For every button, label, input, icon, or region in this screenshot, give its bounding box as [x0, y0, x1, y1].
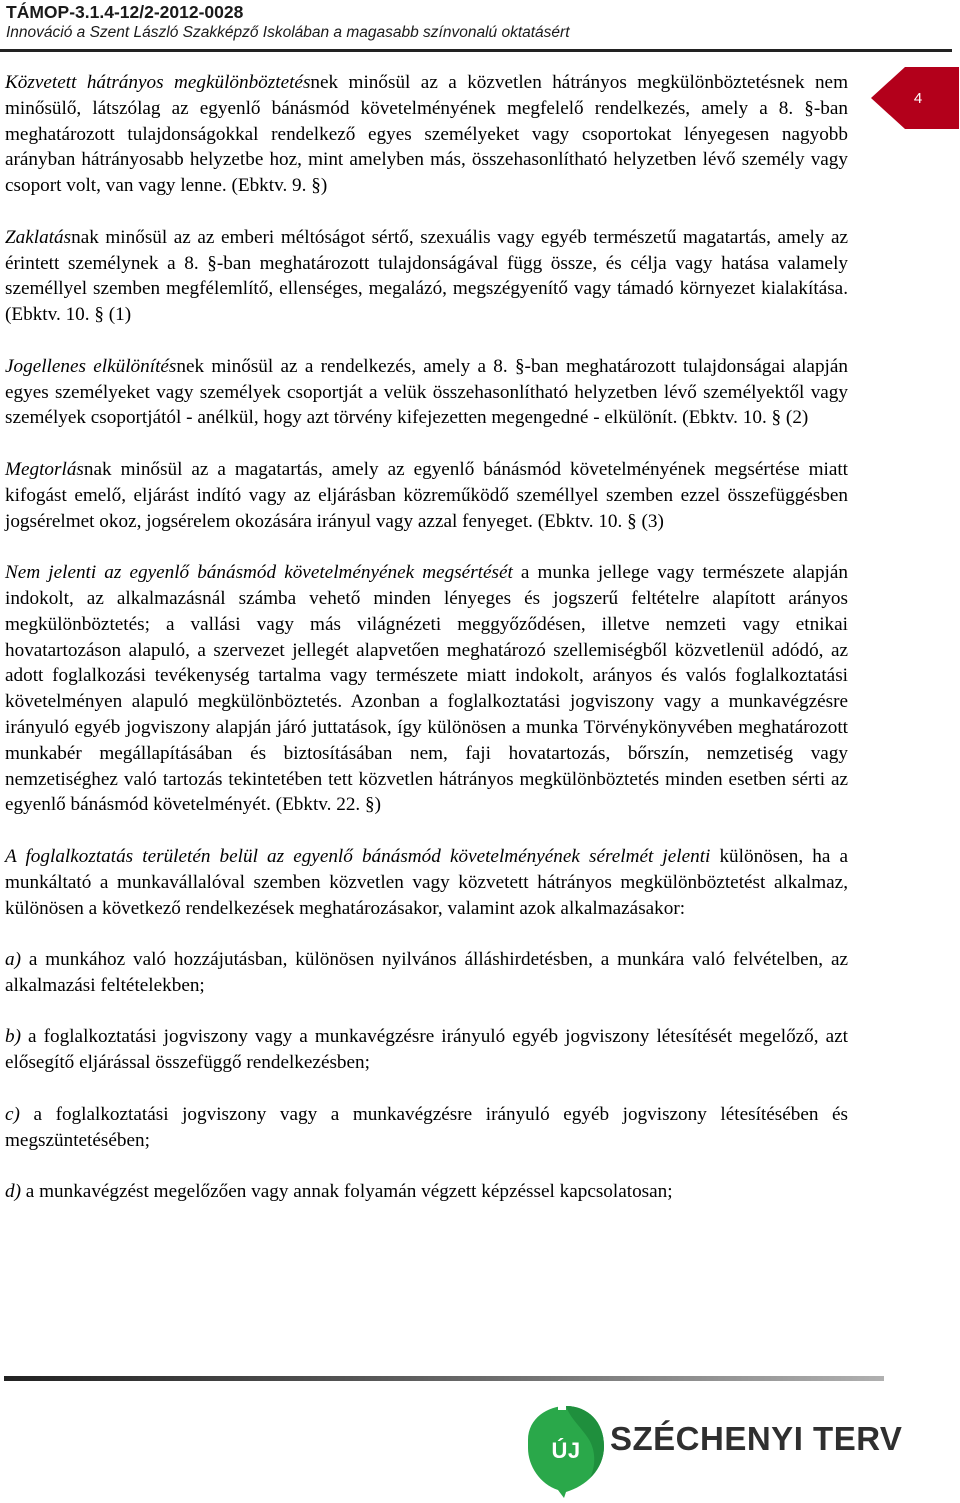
paragraph-jogellenes — [5, 354, 848, 431]
paragraph-foglalkoztatas — [5, 844, 848, 921]
list-marker: b) — [5, 1026, 21, 1048]
list-item-text: a munkához való hozzájutásban, különösen nyilvános álláshirdetésben, a munkára való felvételben, az alkalmazási feltételekben; — [5, 949, 848, 996]
list-item-b — [5, 1024, 848, 1076]
paragraph-text: nek minősül az a rendelkezés, amely a 8. §-ban meghatározott tulajdonságai alapján egyes személyeket vagy személyek csoportját a velük összehasonlítható helyzetben lévő személyektől vagy személyek csoportjától - anélkül, hogy azt törvény kifejezetten megengedné - elkülönít. (Ebktv. 10. § (2) — [5, 355, 848, 429]
logo-badge-text: ÚJ — [551, 1438, 581, 1463]
term-label: Jogellenes elkülönítés — [5, 355, 177, 377]
header-divider — [0, 49, 952, 52]
paragraph-text: a munka jellege vagy természete alapján indokolt, az alkalmazásnál számba vehető minden lényeges és jogszerű feltételre alapított arányos megkülönböztetés; a vallási vagy más világnézeti meggyőződésen, illetve nemzeti vagy etnikai hovatartozáson alapuló, a szervezet jellegét alapvetően meghatározó szellemiségből közvetlenül adódó, az adott foglalkozási tevékenység tartalma vagy természete miatt indokolt, arányos és valós foglalkoztatási követelményen alapuló megkülönböztetés. Azonban a foglalkoztatási jogviszony vagy a munkavégzésre irányuló egyéb jogviszony alapján járó juttatások, így különösen a munka Törvénykönyvében meghatározott munkabér megállapításában és biztosításában nem, faji hovatartozás, bőrszín, nemzetiség vagy nemzetiséghez való tartozás tekintetében tett közvetlen hátrányos megkülönböztetés minden esetben sérti az egyenlő bánásmód követelményét. (Ebktv. 22. §) — [5, 562, 848, 816]
document-body — [5, 70, 848, 1231]
paragraph-text: nek minősül az a közvetlen hátrányos megkülönböztetésnek nem minősülő, látszólag az egyenlő bánásmód követelményének megfelelő rendelkezés, amely a 8. §-ban meghatározott tulajdonságokkal rendelkező egyes személyeket vagy csoportokat lényegesen nagyobb arányban hátrányosabb helyzetbe hoz, mint amelyben más, összehasonlítható helyzetben lévő személy vagy csoport volt, van vagy lenne. (Ebktv. 9. §) — [5, 72, 849, 197]
list-item-text: a foglalkoztatási jogviszony vagy a munkavégzésre irányuló egyéb jogviszony létesítését megelőző, azt elősegítő eljárással összefüggő rendelkezésben; — [5, 1026, 848, 1074]
term-label: Megtorlás — [5, 458, 84, 480]
document-header — [6, 2, 936, 43]
list-item-d — [5, 1179, 848, 1205]
paragraph-nem-jelenti — [5, 560, 848, 818]
term-label: Nem jelenti az egyenlő bánásmód követelményének megsértését — [5, 562, 513, 584]
list-item-a — [5, 947, 848, 999]
page-number: 4 — [913, 89, 923, 107]
project-code: TÁMOP-3.1.4-12/2-2012-0028 — [6, 2, 244, 22]
term-label: Zaklatás — [5, 226, 72, 248]
paragraph-kozvetett — [5, 70, 848, 199]
paragraph-zaklatas — [5, 225, 848, 328]
paragraph-megtorlas — [5, 457, 848, 534]
project-subtitle: Innováció a Szent László Szakképző Iskolában a magasabb színvonalú oktatásért — [6, 24, 570, 41]
paragraph-text: különösen, ha a munkáltató a munkavállalóval szemben közvetlen vagy közvetett hátrányos megkülönböztetést alkalmaz, különösen a következő rendelkezések meghatározásakor, valamint azok alkalmazásakor: — [5, 845, 848, 919]
logo-wordmark: SZÉCHENYI TERV — [610, 1420, 903, 1457]
list-marker: c) — [5, 1103, 20, 1125]
page-number-tab — [871, 67, 959, 129]
list-item-c — [5, 1102, 848, 1154]
szechenyi-terv-logo — [520, 1400, 903, 1500]
paragraph-text: nak minősül az a magatartás, amely az egyenlő bánásmód követelményének megsértése miatt kifogást emelő, eljárást indító vagy az eljárásban közreműködő személlyel szemben ezzel összefüggésben jogsérelmet okoz, jogsérelem okozására irányul vagy azzal fenyeget. (Ebktv. 10. § (3) — [5, 458, 848, 532]
list-marker: d) — [5, 1181, 21, 1203]
list-item-text: a munkavégzést megelőzően vagy annak folyamán végzett képzéssel kapcsolatosan; — [20, 1181, 673, 1203]
term-label: Közvetett hátrányos megkülönböztetés — [5, 72, 311, 93]
list-item-text: a foglalkoztatási jogviszony vagy a munkavégzésre irányuló egyéb jogviszony létesítésében és megszüntetésében; — [5, 1103, 848, 1151]
list-marker: a) — [5, 949, 21, 971]
paragraph-text: nak minősül az az emberi méltóságot sértő, szexuális vagy egyéb természetű magatartás, amely az érintett személynek a 8. §-ban meghatározott tulajdonságával függ össze, és célja vagy hatása valamely személlyel szemben megfélemlítő, ellenséges, megalázó, megszégyenítő vagy támadó környezet kialakítása. (Ebktv. 10. § (1) — [5, 226, 848, 326]
term-label: A foglalkoztatás területén belül az egyenlő bánásmód követelményének sérelmét jelenti — [5, 845, 711, 867]
footer-divider — [4, 1376, 884, 1381]
